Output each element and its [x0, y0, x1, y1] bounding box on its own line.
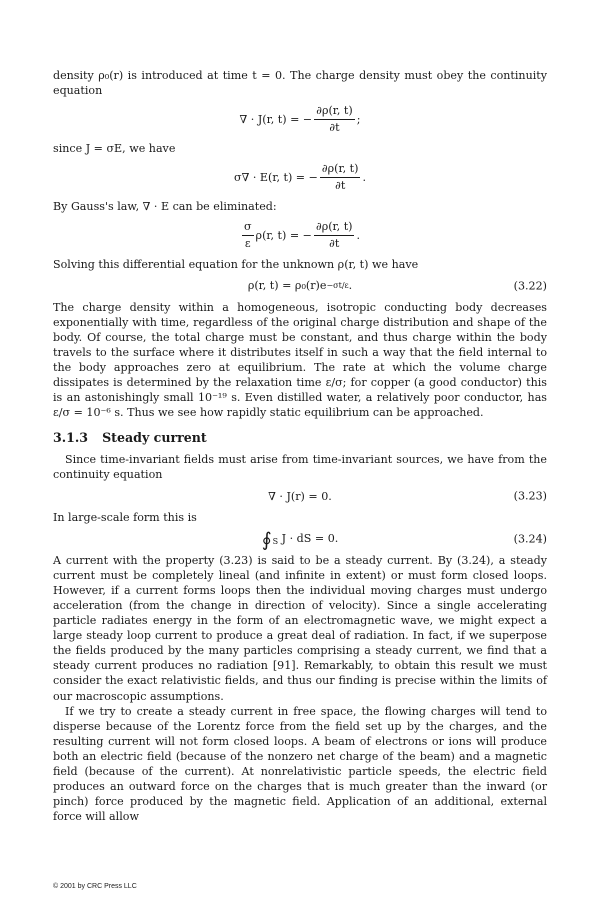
paragraph-solving: Solving this differential equation for the unknown ρ(r, t) we have	[53, 258, 419, 272]
paragraph-gauss: By Gauss's law, ∇ · E can be eliminated:	[53, 200, 277, 214]
paragraph-since: since J = σE, we have	[53, 142, 176, 156]
section-heading	[53, 430, 547, 446]
equation-number-3-23: (3.23)	[513, 489, 547, 503]
paragraph-large-scale: In large-scale form this is	[53, 510, 197, 524]
equation-gauss	[53, 220, 547, 251]
eq4-tail: .	[348, 279, 353, 293]
eq3-prefactor-den: ε	[244, 237, 251, 251]
eq2-tail: .	[362, 171, 366, 185]
eq3-middle: ρ(r, t) = −	[255, 229, 312, 243]
eq2-fraction	[320, 162, 361, 193]
equation-ohm-divergence	[53, 162, 547, 193]
eq6-body: J · dS = 0.	[281, 532, 339, 546]
eq3-tail: .	[356, 229, 361, 243]
eq1-numerator: ∂ρ(r, t)	[314, 104, 355, 120]
eq1-lhs: ∇ · J(r, t) = −	[239, 113, 313, 127]
eq3-prefactor	[242, 220, 254, 251]
section-title: Steady current	[102, 430, 207, 446]
equation-number-3-22: (3.22)	[513, 279, 547, 293]
eq1-tail: ;	[356, 113, 361, 127]
paragraph-relaxation: The charge density within a homogeneous, isotropic conducting body decreases exponentially with time, regardless of the original charge distribution and shape of the body. Of course, the total charge must be constant, and thus charge within the body travels to the surface where it distributes itself in such a way that the field internal to the body approaches zero at equilibrium. The rate at which the volume charge dissipates is determined by the relaxation time ε/σ; for copper (a good conductor) this is an astonishingly small 10⁻¹⁹ s. Even distilled water, a relatively poor conductor, has ε/σ = 10⁻⁶ s. Thus we see how rapidly static equilibrium can be approached.	[53, 300, 547, 420]
equation-3-23	[53, 489, 547, 504]
paragraph-time-invariant: Since time-invariant fields must arise from time-invariant sources, we have from the continuity equation	[53, 453, 547, 482]
eq2-numerator: ∂ρ(r, t)	[320, 162, 361, 178]
closed-integral-symbol: ∮	[261, 528, 272, 551]
eq2-denominator: ∂t	[335, 179, 346, 193]
eq3-numerator: ∂ρ(r, t)	[314, 220, 355, 236]
eq3-fraction	[314, 220, 355, 251]
equation-continuity	[53, 104, 547, 135]
paragraph-intro: density ρ₀(r) is introduced at time t = 0. The charge density must obey the continuity equation	[53, 69, 547, 98]
eq1-denominator: ∂t	[329, 121, 340, 135]
eq1-fraction	[314, 104, 355, 135]
eq2-lhs: σ∇ · E(r, t) = −	[234, 171, 318, 185]
page-body	[53, 68, 547, 824]
equation-3-22: ρ(r, t) = ρ₀(r)e −σt/ε . (3.22)	[247, 279, 547, 293]
eq5-body: ∇ · J(r) = 0.	[268, 489, 332, 503]
eq3-prefactor-num: σ	[242, 220, 254, 236]
eq3-denominator: ∂t	[329, 237, 340, 251]
eq4-body: ρ(r, t) = ρ₀(r)e	[247, 279, 327, 293]
section-number: 3.1.3	[53, 430, 89, 446]
paragraph-steady-current: A current with the property (3.23) is said to be a steady current. By (3.24), a steady current must be completely lineal (and infinite in extent) or must form closed loops. However, if a current forms loops then the individual moving charges must undergo acceleration (from the change in direction of velocity). Since a single accelerating particle radiates energy in the form of an electromagnetic wave, we might expect a large steady loop current to produce a great deal of radiation. In fact, if we superpose the fields produced by the many particles comprising a steady current, we find that a steady current produces no radiation [91]. Remarkably, to obtain this result we must consider the exact relativistic fields, and thus our finding is precise within the limits of our macroscopic assumptions.	[53, 553, 547, 703]
equation-3-24	[53, 528, 547, 551]
integral-subscript: S	[272, 537, 279, 547]
equation-number-3-24: (3.24)	[513, 532, 547, 546]
copyright-footer: © 2001 by CRC Press LLC	[53, 883, 137, 890]
paragraph-free-space: If we try to create a steady current in free space, the flowing charges will tend to disperse because of the Lorentz force from the field set up by the charges, and the resulting current will not form closed loops. A beam of electrons or ions will produce both an electric field (because of the nonzero net charge of the beam) and a magnetic field (because of the current). At nonrelativistic particle speeds, the electric field produces an outward force on the charges that is much greater than the inward (or pinch) force produced by the magnetic field. Application of an additional, external force will allow	[53, 704, 547, 824]
